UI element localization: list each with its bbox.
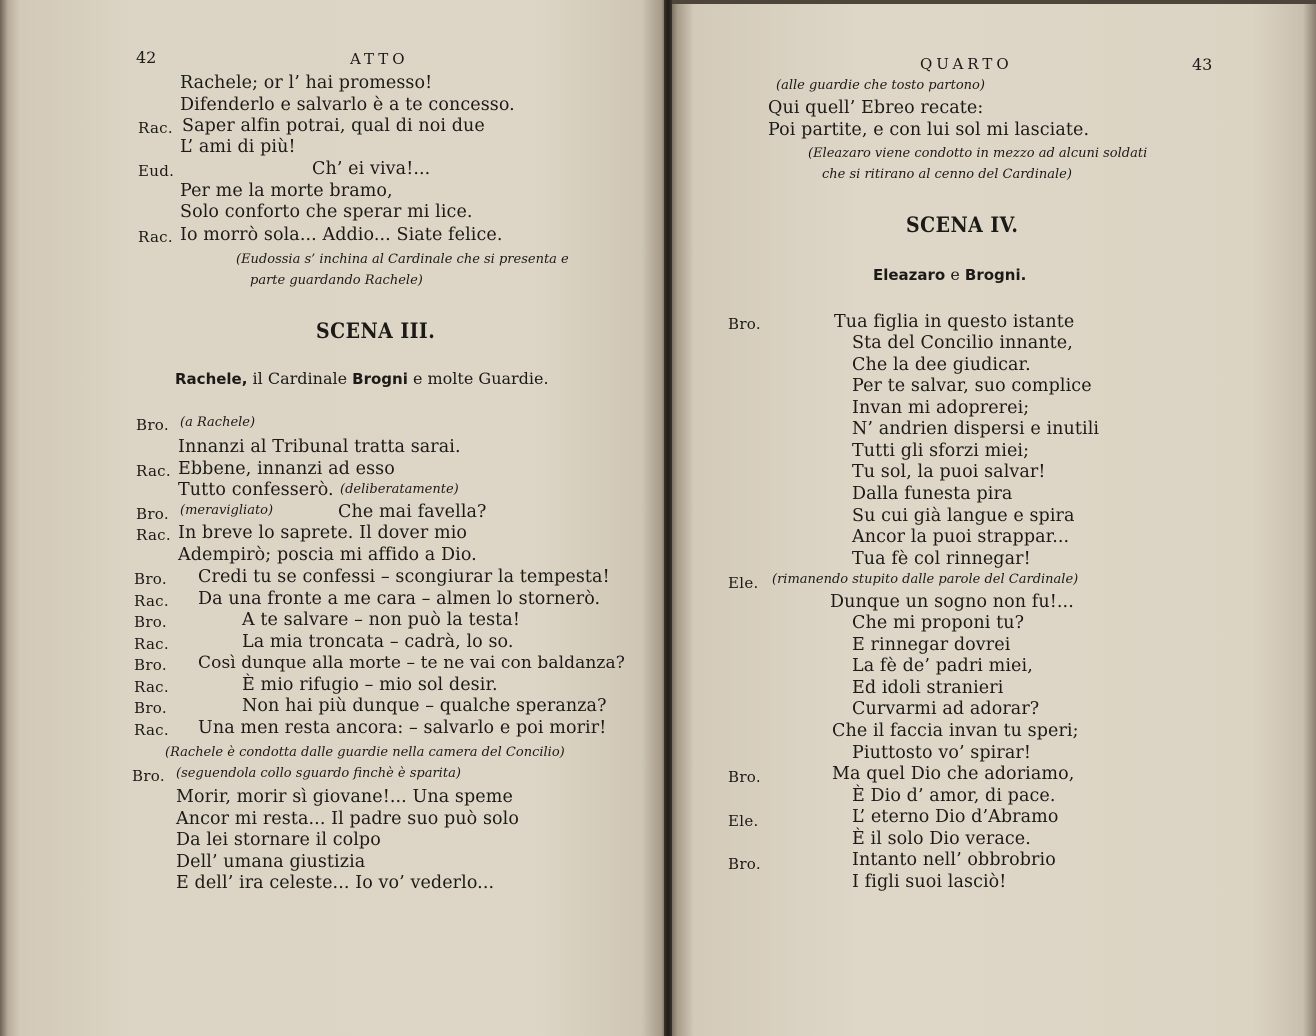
- verse-line: Tua fè col rinnegar!: [852, 549, 1031, 569]
- verse-line: Curvarmi ad adorar?: [852, 699, 1040, 719]
- stage-direction: (a Rachele): [180, 415, 256, 430]
- verse-line: A te salvare – non può la testa!: [242, 610, 520, 630]
- page-number: 43: [1192, 55, 1213, 74]
- verse-line: Tutto confesserò.: [178, 480, 334, 500]
- verse-line: Per te salvar, suo complice: [852, 376, 1092, 396]
- verse-line: Sta del Concilio innante,: [852, 333, 1073, 353]
- speaker-label: Rac.: [134, 635, 169, 653]
- speaker-label: Rac.: [138, 228, 173, 246]
- cast-list: [175, 369, 549, 388]
- speaker-label: Ele.: [728, 574, 759, 592]
- cast-text: il Cardinale: [247, 369, 353, 388]
- verse-line: Solo conforto che sperar mi lice.: [180, 202, 473, 222]
- speaker-label: Bro.: [134, 570, 167, 588]
- running-head: QUARTO: [920, 55, 1013, 73]
- speaker-label: Bro.: [134, 699, 167, 717]
- verse-line: Che la dee giudicar.: [852, 355, 1031, 375]
- scene-title: SCENA III.: [316, 318, 436, 343]
- stage-direction: parte guardando Rachele): [250, 273, 423, 288]
- verse-line: Ed idoli stranieri: [852, 678, 1004, 698]
- verse-line: Una men resta ancora: – salvarlo e poi morir!: [198, 718, 607, 738]
- verse-line: Ebbene, innanzi ad esso: [178, 459, 395, 479]
- page-edge: [668, 0, 1316, 4]
- verse-line: La fè de’ padri miei,: [852, 656, 1033, 676]
- verse-line: Tu sol, la puoi salvar!: [852, 462, 1046, 482]
- verse-line: Dell’ umana giustizia: [176, 852, 366, 872]
- verse-line: Adempirò; poscia mi affido a Dio.: [178, 545, 477, 565]
- verse-line: Ancor mi resta... Il padre suo può solo: [176, 809, 520, 829]
- verse-line: Da una fronte a me cara – almen lo stornerò.: [198, 589, 601, 609]
- verse-line: Dalla funesta pira: [852, 484, 1013, 504]
- cast-text: e: [945, 265, 965, 284]
- stage-direction: (Eudossia s’ inchina al Cardinale che si presenta e: [236, 252, 569, 267]
- verse-line: Saper alfin potrai, qual di noi due: [182, 116, 485, 136]
- verse-line: Credi tu se confessi – scongiurar la tempesta!: [198, 567, 610, 587]
- stage-direction: (deliberatamente): [340, 482, 459, 497]
- right-page: [668, 0, 1316, 1036]
- speaker-label: Ele.: [728, 812, 759, 830]
- verse-line: Difenderlo e salvarlo è a te concesso.: [180, 95, 515, 115]
- verse-line: L’ eterno Dio d’Abramo: [852, 807, 1059, 827]
- speaker-label: Bro.: [728, 315, 761, 333]
- verse-line: I figli suoi lasciò!: [852, 872, 1007, 892]
- speaker-label: Rac.: [136, 526, 171, 544]
- verse-line: Qui quell’ Ebreo recate:: [768, 98, 984, 118]
- verse-line: E dell’ ira celeste... Io vo’ vederlo...: [176, 873, 495, 893]
- speaker-label: Rac.: [134, 678, 169, 696]
- speaker-label: Bro.: [728, 768, 761, 786]
- verse-line: Ma quel Dio che adoriamo,: [832, 764, 1075, 784]
- speaker-label: Bro.: [132, 767, 165, 785]
- stage-direction: che si ritirano al cenno del Cardinale): [822, 167, 1072, 182]
- speaker-label: Rac.: [134, 592, 169, 610]
- verse-line: Ch’ ei viva!...: [312, 159, 431, 179]
- verse-line: Tutti gli sforzi miei;: [852, 441, 1030, 461]
- verse-line: Che mi proponi tu?: [852, 613, 1025, 633]
- page-number: 42: [136, 48, 157, 67]
- speaker-label: Rac.: [136, 462, 171, 480]
- cast-text: e molte Guardie.: [407, 369, 549, 388]
- stage-direction: (Eleazaro viene condotto in mezzo ad alcuni soldati: [808, 146, 1148, 161]
- speaker-label: Bro.: [136, 505, 169, 523]
- cast-name: Brogni.: [964, 266, 1027, 284]
- speaker-label: Bro.: [134, 656, 167, 674]
- stage-direction: (Rachele è condotta dalle guardie nella camera del Concilio): [165, 745, 565, 760]
- verse-line: Piuttosto vo’ spirar!: [852, 743, 1031, 763]
- speaker-label: Rac.: [134, 721, 169, 739]
- stage-direction: (rimanendo stupito dalle parole del Cardinale): [772, 572, 1079, 587]
- verse-line: È il solo Dio verace.: [852, 829, 1031, 849]
- verse-line: N’ andrien dispersi e inutili: [852, 419, 1100, 439]
- verse-line: Intanto nell’ obbrobrio: [852, 850, 1056, 870]
- verse-line: Tua figlia in questo istante: [834, 312, 1075, 332]
- speaker-label: Rac.: [138, 119, 173, 137]
- verse-line: Dunque un sogno non fu!...: [830, 592, 1074, 612]
- speaker-label: Eud.: [138, 162, 175, 180]
- verse-line: L’ ami di più!: [180, 137, 296, 157]
- scene-title: SCENA IV.: [906, 212, 1019, 237]
- verse-line: Non hai più dunque – qualche speranza?: [242, 696, 607, 716]
- speaker-label: Bro.: [134, 613, 167, 631]
- verse-line: Rachele; or l’ hai promesso!: [180, 73, 433, 93]
- verse-line: Invan mi adoprerei;: [852, 398, 1030, 418]
- verse-line: Io morrò sola... Addio... Siate felice.: [180, 225, 503, 245]
- verse-line: Per me la morte bramo,: [180, 181, 393, 201]
- running-head: ATTO: [350, 50, 409, 68]
- book-gutter: [664, 0, 672, 1036]
- speaker-label: Bro.: [136, 416, 169, 434]
- verse-line: È mio rifugio – mio sol desir.: [242, 675, 498, 695]
- cast-name: Eleazaro: [873, 266, 946, 284]
- stage-direction: (meravigliato): [180, 503, 274, 518]
- verse-line: Da lei stornare il colpo: [176, 830, 381, 850]
- verse-line: Su cui già langue e spira: [852, 506, 1075, 526]
- verse-line: Così dunque alla morte – te ne vai con baldanza?: [198, 653, 625, 673]
- speaker-label: Bro.: [728, 855, 761, 873]
- verse-line: Che il faccia invan tu speri;: [832, 721, 1079, 741]
- verse-line: È Dio d’ amor, di pace.: [852, 786, 1056, 806]
- cast-list: [873, 265, 1026, 284]
- verse-line: Che mai favella?: [338, 502, 487, 522]
- verse-line: In breve lo saprete. Il dover mio: [178, 523, 468, 543]
- verse-line: Poi partite, e con lui sol mi lasciate.: [768, 120, 1090, 140]
- cast-name: Brogni: [352, 370, 408, 388]
- verse-line: Ancor la puoi strappar...: [852, 527, 1070, 547]
- verse-line: La mia troncata – cadrà, lo so.: [242, 632, 514, 652]
- verse-line: Morir, morir sì giovane!... Una speme: [176, 787, 513, 807]
- stage-direction: (seguendola collo sguardo finchè è sparita): [176, 766, 461, 781]
- verse-line: Innanzi al Tribunal tratta sarai.: [178, 437, 461, 457]
- cast-name: Rachele,: [175, 370, 248, 388]
- verse-line: E rinnegar dovrei: [852, 635, 1011, 655]
- stage-direction: (alle guardie che tosto partono): [776, 78, 985, 93]
